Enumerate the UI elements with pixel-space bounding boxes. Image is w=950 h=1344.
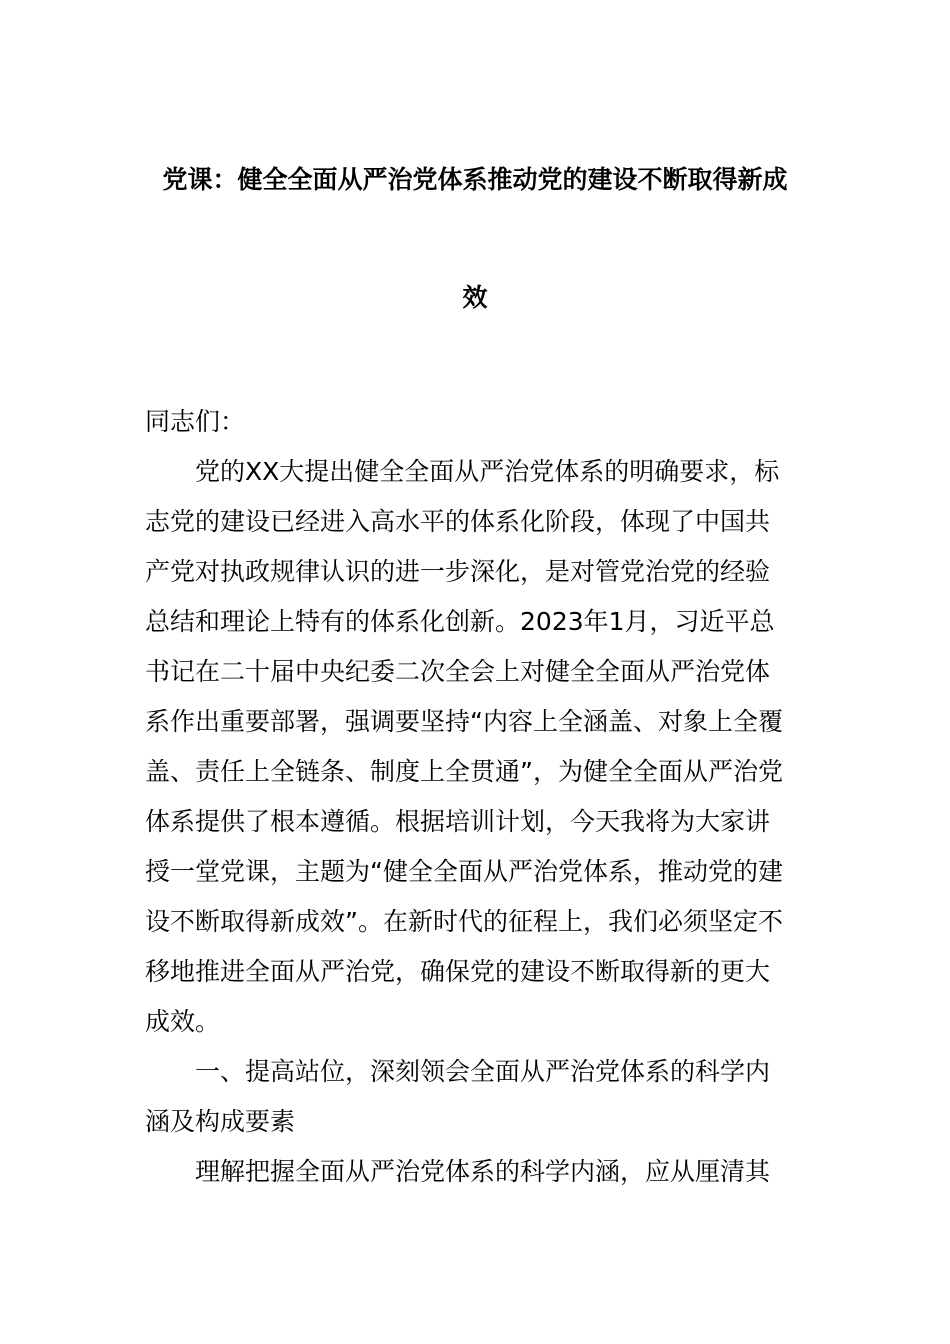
paragraph-1-line-8: 体系提供了根本遵循。根据培训计划，今天我将为大家讲 — [145, 807, 771, 836]
salutation — [145, 397, 807, 447]
paragraph-1-line-2: 志党的建设已经进入高水平的体系化阶段，体现了中国共 — [145, 507, 771, 536]
paragraph-1-line-7: 盖、责任上全链条、制度上全贯通”，为健全全面从严治党 — [145, 757, 783, 786]
document-title-line-2: 效 — [462, 283, 488, 312]
paragraph-1-line-1: 党的XX大提出健全全面从严治党体系的明确要求，标 — [195, 457, 780, 486]
document-title-line-1: 党课：健全全面从严治党体系推动党的建设不断取得新成 — [162, 165, 788, 194]
paragraph-1-line-9: 授一堂党课，主题为“健全全面从严治党体系，推动党的建 — [145, 857, 783, 886]
paragraph-1-line-5: 书记在二十届中央纪委二次全会上对健全全面从严治党体 — [145, 657, 771, 686]
paragraph-1-line-11: 移地推进全面从严治党，确保党的建设不断取得新的更大 — [145, 957, 771, 986]
paragraph-1-line-3: 产党对执政规律认识的进一步深化，是对管党治党的经验 — [145, 557, 771, 586]
paragraph-1-line-12: 成效。 — [145, 1007, 221, 1036]
paragraph-1-line-4: 总结和理论上特有的体系化创新。2023年1月，习近平总 — [145, 607, 775, 636]
body-paragraphs — [145, 447, 807, 1197]
section-heading-1-line-1: 一、提高站位，深刻领会全面从严治党体系的科学内 — [195, 1057, 771, 1086]
salutation-text: 同志们： — [145, 407, 246, 436]
paragraph-2-line-1: 理解把握全面从严治党体系的科学内涵，应从厘清其 — [195, 1157, 771, 1186]
section-heading-1-line-2: 涵及构成要素 — [145, 1107, 296, 1136]
paragraph-1-line-6: 系作出重要部署，强调要坚持“内容上全涵盖、对象上全覆 — [145, 707, 783, 736]
paragraph-1-line-10: 设不断取得新成效”。在新时代的征程上，我们必须坚定不 — [145, 907, 783, 936]
